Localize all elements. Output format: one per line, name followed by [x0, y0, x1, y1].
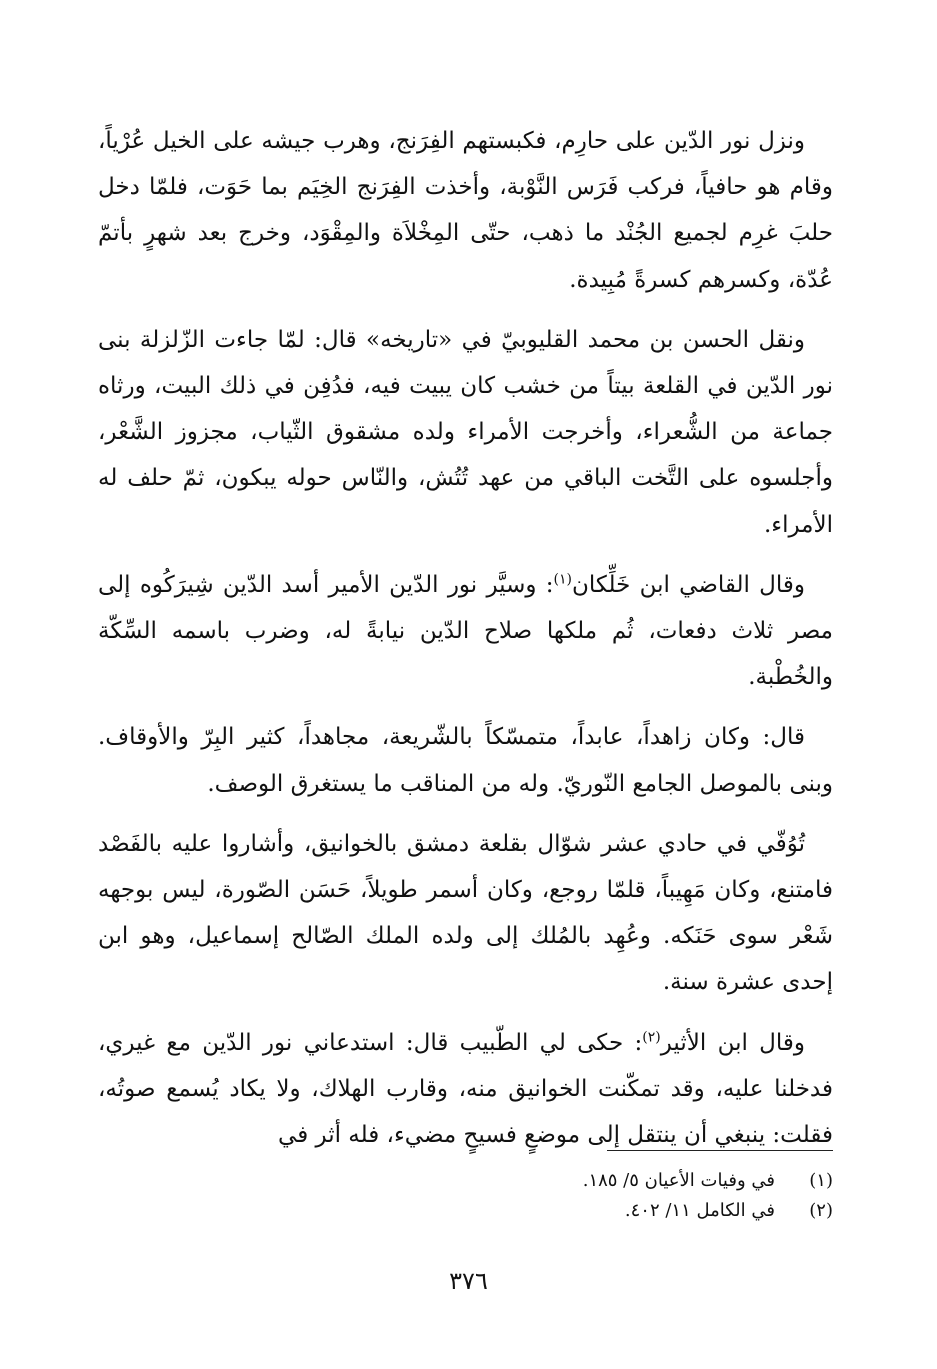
paragraph-text: : وسيَّر نور الدّين الأمير أسد الدّين شِيرَكُوه إلى مصر ثلاث دفعات، ثُم ملكها صلاح الدّين نيابةً له، وضرب باسمه السِّكّة والخُطْبة. [98, 571, 833, 691]
paragraph [98, 1020, 833, 1159]
page-body [98, 118, 833, 1172]
footnote-text: في الكامل ١١/ ٤٠٢. [624, 1200, 775, 1221]
footnote-number: (٢) [809, 1200, 833, 1221]
paragraph: ونقل الحسن بن محمد القليوبيّ في «تاريخه» قال: لمّا جاءت الزّلزلة بنى نور الدّين في القلعة بيتاً من خشب كان يبيت فيه، فدُفِن في ذلك البيت، ورثاه جماعة من الشُّعراء، وأخرجت الأمراء ولده مشقوق الثّياب، مجزوز الشَّعْر، وأجلسوه على التَّخت الباقي من عهد تُتُش، والنّاس حوله يبكون، ثمّ حلف له الأمراء. [98, 326, 833, 538]
footnote-number: (١) [809, 1170, 833, 1191]
paragraph: تُوُفّي في حادي عشر شوّال بقلعة دمشق بالخوانيق، وأشاروا عليه بالفَصْد فامتنع، وكان مَهِيباً، قلمّا روجع، وكان أسمر طويلاً، حَسَن الصّورة، ليس بوجهه شَعْر سوى حَنَكه. وعُهِد بالمُلك إلى ولده الملك الصّالح إسماعيل، وهو ابن إحدى عشرة سنة. [98, 830, 833, 996]
paragraph-text: : حكى لي الطّبيب قال: استدعاني نور الدّين مع غيري، فدخلنا عليه، وقد تمكّنت الخوانيق منه، وقارب الهلاك، ولا يكاد يُسمع صوتُه، فقلت: ينبغي أن ينتقل إلى موضعٍ فسيحٍ مضيء، فله أثر في [98, 1029, 833, 1149]
footnote-item [98, 1196, 833, 1226]
paragraph: قال: وكان زاهداً، عابداً، متمسّكاً بالشّريعة، مجاهداً، كثير البِرّ والأوقاف. وبنى بالموصل الجامع النّوريّ. وله من المناقب ما يستغرق الوصف. [98, 724, 833, 797]
footnote-marker[interactable]: (١) [553, 571, 572, 588]
page-number: ٣٧٦ [449, 1267, 488, 1295]
paragraph [98, 562, 833, 701]
footnote-item [98, 1166, 833, 1196]
footnote-marker[interactable]: (٢) [642, 1029, 661, 1045]
paragraph: ونزل نور الدّين على حارِم، فكبستهم الفِرَنج، وهرب جيشه على الخيل عُرْياً، وقام هو حافياً، فركب فَرَس النَّوْبة، وأخذت الفِرَنج الخِيَم بما حَوَت، فلمّا دخل حلبَ غرِم لجميع الجُنْد ما ذهب، حتّى المِخْلاَة والمِقْوَد، وخرج بعد شهرٍ بأتمّ عُدّة، وكسرهم كسرةً مُبِيدة. [98, 128, 833, 293]
footnote-text: في وفيات الأعيان ٥/ ١٨٥. [582, 1170, 775, 1191]
footnotes [98, 1166, 833, 1226]
paragraph-text: وقال ابن الأثير [660, 1029, 805, 1056]
footnote-divider [607, 1150, 833, 1151]
paragraph-text: وقال القاضي ابن خَلِّكان [571, 571, 805, 598]
